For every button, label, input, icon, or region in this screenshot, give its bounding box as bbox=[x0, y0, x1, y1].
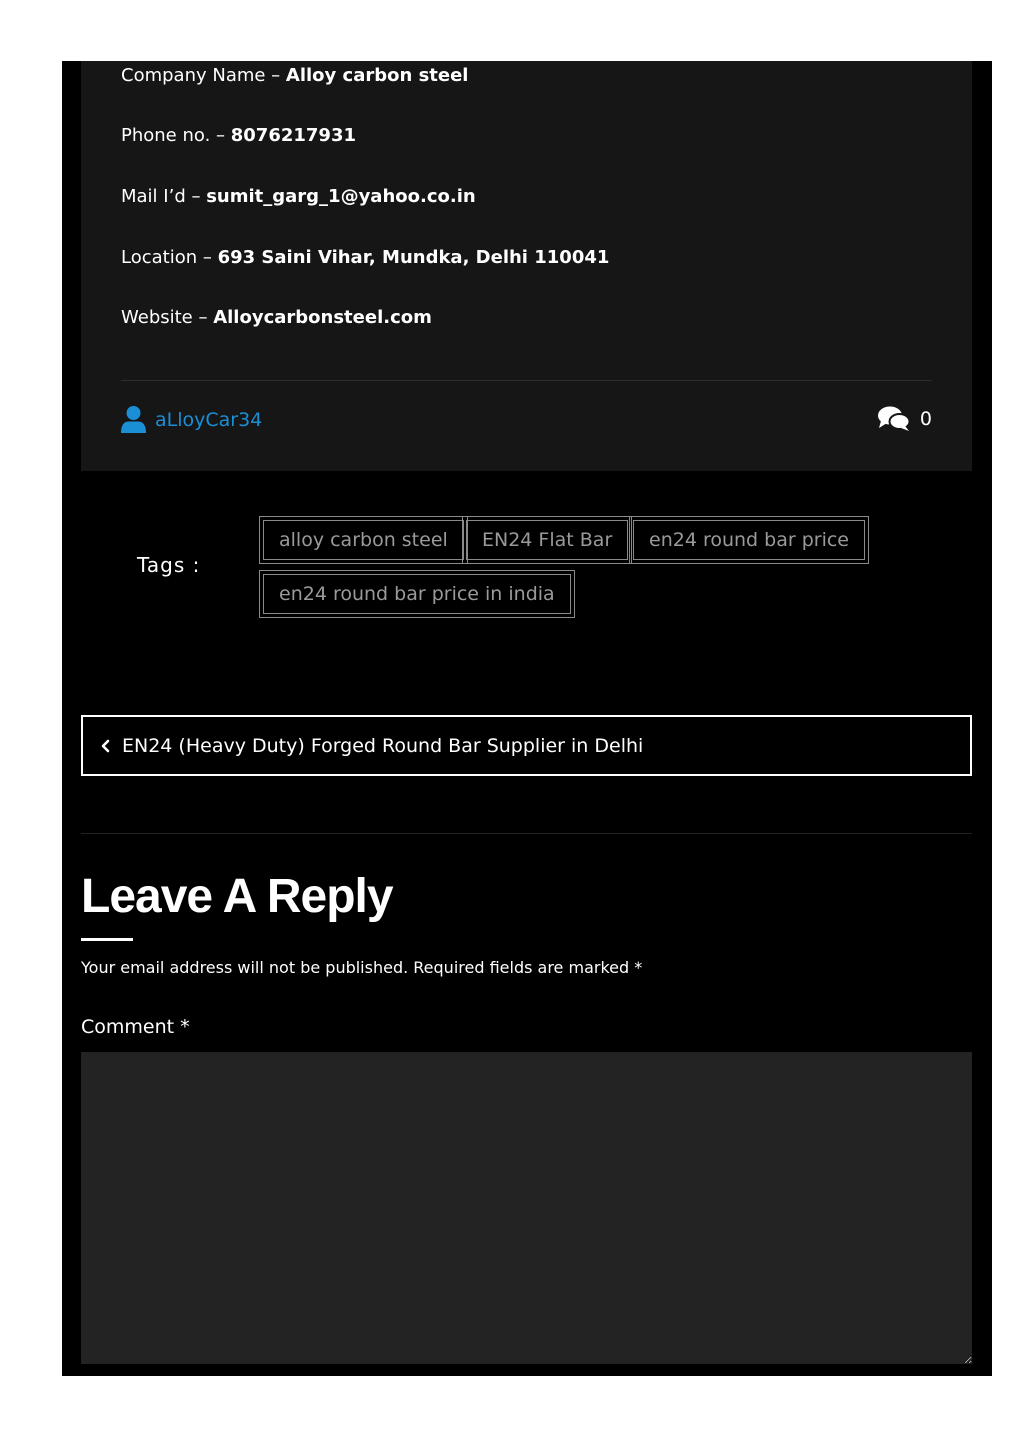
author-link[interactable] bbox=[121, 406, 262, 433]
website-line bbox=[121, 304, 432, 332]
comments-icon bbox=[878, 406, 910, 432]
mail-value: sumit_garg_1@yahoo.co.in bbox=[206, 186, 476, 207]
location-label: Location – bbox=[121, 247, 218, 268]
user-icon bbox=[121, 406, 146, 433]
comment-textarea[interactable] bbox=[81, 1052, 972, 1364]
card-divider bbox=[121, 380, 932, 381]
tag-en24-round-bar-price-in-india[interactable]: en24 round bar price in india bbox=[259, 570, 575, 618]
comment-notes: Your email address will not be published. Required fields are marked * bbox=[81, 958, 643, 977]
author-name: aLloyCar34 bbox=[155, 408, 263, 431]
company-line bbox=[121, 62, 468, 90]
previous-post-title: EN24 (Heavy Duty) Forged Round Bar Supplier in Delhi bbox=[122, 734, 644, 757]
comment-label: Comment * bbox=[81, 1016, 190, 1038]
mail-line bbox=[121, 183, 476, 211]
tag-alloy-carbon-steel[interactable]: alloy carbon steel bbox=[259, 516, 468, 564]
tags-label: Tags : bbox=[137, 553, 201, 577]
previous-post-link[interactable] bbox=[81, 715, 972, 776]
chevron-left-icon bbox=[101, 739, 110, 753]
location-value: 693 Saini Vihar, Mundka, Delhi 110041 bbox=[217, 247, 610, 268]
tag-en24-flat-bar[interactable]: EN24 Flat Bar bbox=[462, 516, 632, 564]
website-label: Website – bbox=[121, 307, 214, 328]
reply-title: Leave A Reply bbox=[81, 870, 393, 923]
phone-line bbox=[121, 122, 356, 150]
comment-count: 0 bbox=[919, 408, 932, 430]
comments-link[interactable] bbox=[878, 406, 932, 432]
phone-label: Phone no. – bbox=[121, 125, 231, 146]
tag-en24-round-bar-price[interactable]: en24 round bar price bbox=[629, 516, 869, 564]
phone-value: 8076217931 bbox=[230, 125, 356, 146]
company-label: Company Name – bbox=[121, 65, 286, 86]
reply-divider bbox=[81, 833, 972, 834]
title-underline bbox=[81, 938, 133, 941]
company-value: Alloy carbon steel bbox=[285, 65, 469, 86]
location-line bbox=[121, 244, 609, 272]
website-value: Alloycarbonsteel.com bbox=[213, 307, 432, 328]
post-page bbox=[62, 61, 992, 1376]
mail-label: Mail I’d – bbox=[121, 186, 207, 207]
post-contact-card bbox=[81, 61, 972, 471]
